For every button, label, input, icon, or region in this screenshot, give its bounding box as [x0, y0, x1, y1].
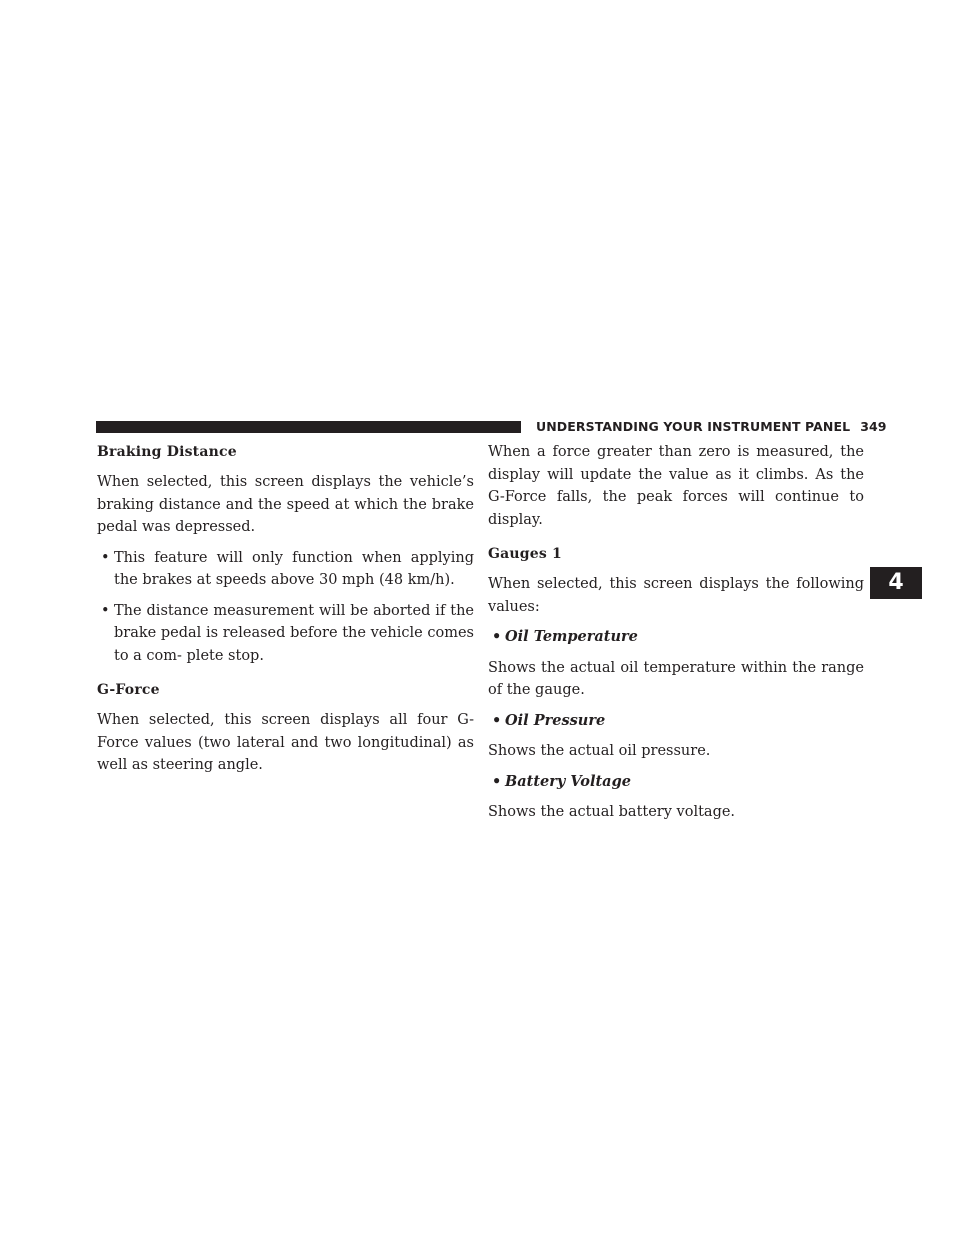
- bullet-icon: •: [492, 628, 502, 645]
- g-force-paragraph: When selected, this screen displays all four G-Force values (two lateral and two longitudinal) as well as steering angle.: [97, 712, 474, 773]
- item-description: Shows the actual oil temperature within the range of the gauge.: [488, 659, 864, 698]
- header-rule-bar: [96, 421, 521, 433]
- section-title: UNDERSTANDING YOUR INSTRUMENT PANEL: [536, 419, 851, 434]
- item-label: Battery Voltage: [505, 772, 631, 790]
- list-item: [97, 547, 474, 592]
- list-item: [488, 771, 864, 794]
- braking-distance-heading: Braking Distance: [97, 444, 237, 460]
- list-item: [488, 626, 864, 649]
- right-column: [488, 441, 864, 824]
- gauges-intro-paragraph: When selected, this screen displays the following values:: [488, 576, 864, 615]
- chapter-tab: 4: [870, 567, 922, 599]
- bullet-icon: •: [492, 772, 502, 790]
- list-item: [97, 600, 474, 668]
- page-number: 349: [860, 419, 887, 434]
- item-label: Oil Temperature: [505, 628, 638, 645]
- gauges-heading: Gauges 1: [488, 546, 562, 562]
- item-description: Shows the actual battery voltage.: [488, 804, 736, 820]
- bullet-text: The distance measurement will be aborted if the brake pedal is released before the vehicle comes to a com- plete stop.: [114, 602, 474, 664]
- running-header: [536, 420, 887, 434]
- g-force-heading: G-Force: [97, 682, 160, 698]
- bullet-icon: •: [492, 711, 502, 729]
- list-item: [488, 710, 864, 733]
- bullet-text: This feature will only function when applying the brakes at speeds above 30 mph (48 km/h).: [114, 549, 474, 588]
- left-column: [97, 441, 474, 777]
- braking-distance-paragraph: When selected, this screen displays the vehicle’s braking distance and the speed at which the brake pedal was depressed.: [97, 474, 474, 535]
- g-force-continued-paragraph: When a force greater than zero is measured, the display will update the value as it climbs. As the G-Force falls, the peak forces will continue to display.: [488, 444, 864, 528]
- bullet-icon: •: [101, 549, 110, 566]
- item-label: Oil Pressure: [505, 711, 606, 729]
- item-description: Shows the actual oil pressure.: [488, 743, 711, 759]
- bullet-icon: •: [101, 602, 110, 619]
